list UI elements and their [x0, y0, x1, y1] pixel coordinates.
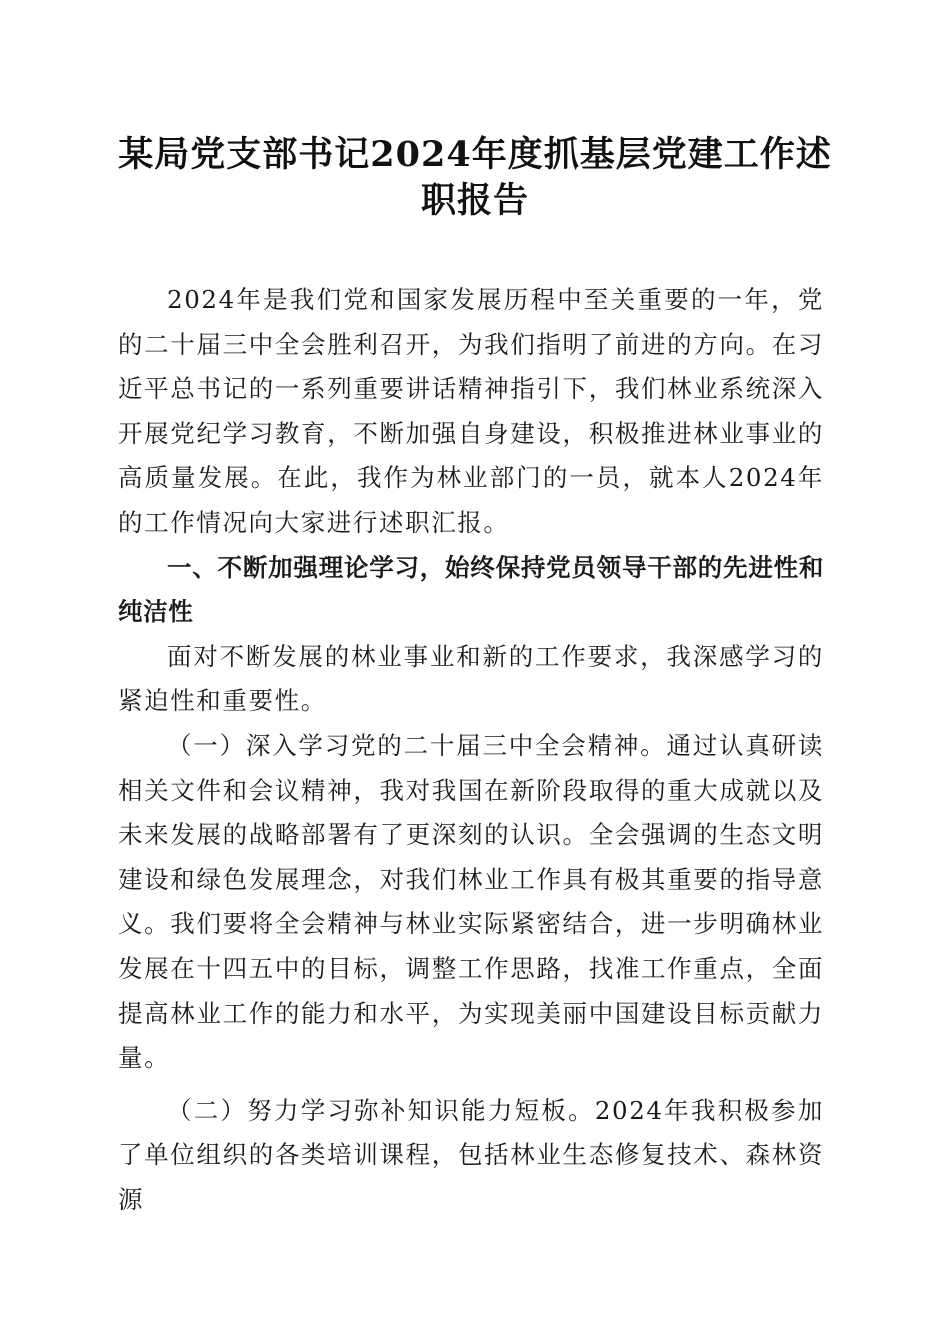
- section-heading-1: 一、不断加强理论学习，始终保持党员领导干部的先进性和纯洁性: [118, 552, 824, 627]
- paragraph-section1-intro: 面对不断发展的林业事业和新的工作要求，我深感学习的紧迫性和重要性。: [118, 641, 824, 716]
- document-title: 某局党支部书记2024年度抓基层党建工作述职报告: [118, 134, 832, 221]
- document-body: [118, 278, 824, 1222]
- paragraph-item-1: （一）深入学习党的二十届三中全会精神。通过认真研读相关文件和会议精神，我对我国在新阶段取得的重大成就以及未来发展的战略部署有了更深刻的认识。全会强调的生态文明建设和绿色发展理念，对我们林业工作具有极其重要的指导意义。我们要将全会精神与林业实际紧密结合，进一步明确林业发展在十四五中的目标，调整工作思路，找准工作重点，全面提高林业工作的能力和水平，为实现美丽中国建设目标贡献力量。: [118, 730, 824, 1073]
- paragraph-item-2: （二）努力学习弥补知识能力短板。2024年我积极参加了单位组织的各类培训课程，包括林业生态修复技术、森林资源: [118, 1095, 824, 1214]
- paragraph-intro: 2024年是我们党和国家发展历程中至关重要的一年，党的二十届三中全会胜利召开，为我们指明了前进的方向。在习近平总书记的一系列重要讲话精神指引下，我们林业系统深入开展党纪学习教育，不断加强自身建设，积极推进林业事业的高质量发展。在此，我作为林业部门的一员，就本人2024年的工作情况向大家进行述职汇报。: [118, 285, 824, 537]
